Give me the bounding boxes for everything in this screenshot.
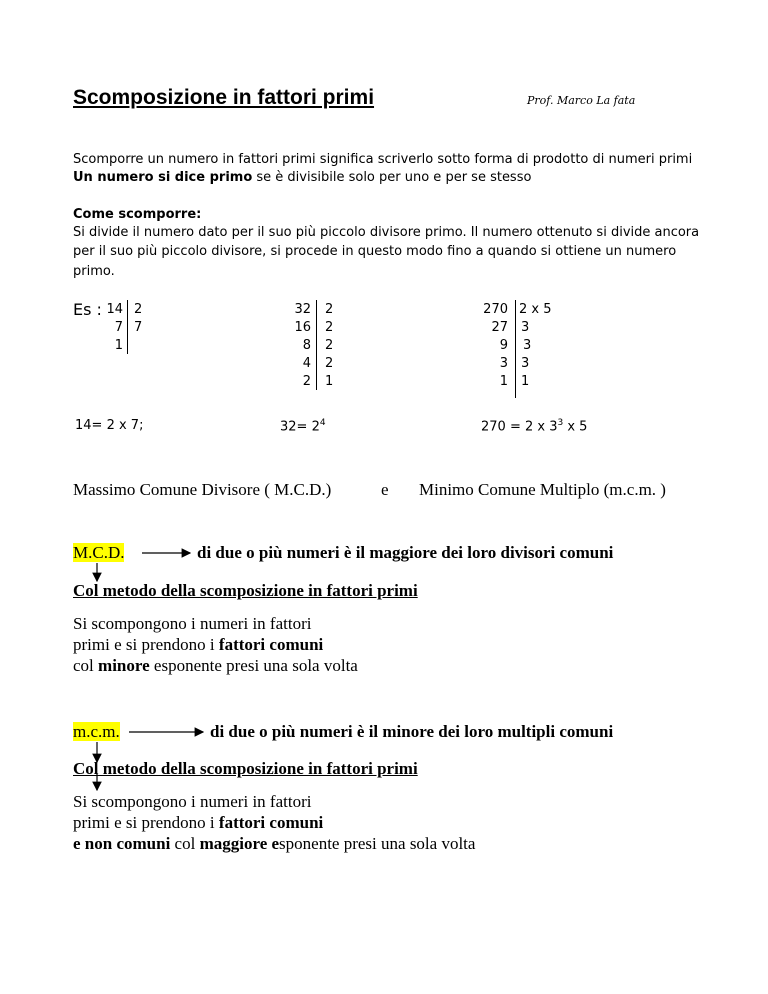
mcd-method-heading: Col metodo della scomposizione in fattori primi [73,581,418,600]
result-14: 14= 2 x 7; [75,418,144,433]
mcd-definition: di due o più numeri è il maggiore dei loro divisori comuni [197,543,614,562]
mcd-lower-word: minore [98,656,150,675]
table-number: 8 [302,338,311,353]
prime-definition-rest: se è divisibile solo per uno e per se stesso [252,170,532,185]
table-number: 4 [302,356,311,371]
section-and: e [381,480,389,499]
mcm-non-common: e non comuni [73,834,171,853]
table-number: 32 [294,302,311,317]
result-270-tail: x 5 [563,419,588,435]
table-divisor: 2 [325,338,334,353]
table-number: 1 [499,374,508,389]
mcm-line-3-e: e [267,834,280,853]
table-divisor: 2 [325,356,334,371]
author: Prof. Marco La fata [527,94,636,107]
mcd-line-3 [73,656,358,676]
page-title: Scomposizione in fattori primi [73,86,375,109]
table-divisor: 2 [134,302,143,317]
result-270-exponent: 3 [557,418,564,428]
table-number: 270 [483,302,508,317]
mcm-definition: di due o più numeri è il minore dei loro multipli comuni [210,722,614,741]
mcm-method-heading: Col metodo della scomposizione in fattori primi [73,759,418,778]
table-divisor: 1 [521,374,530,389]
table-number: 3 [499,356,508,371]
mcm-line-2-text: primi e si prendono i [73,813,219,832]
table-number: 1 [114,338,123,353]
mcm-common-factors: fattori comuni [218,813,324,832]
table-divisor: 2 [325,320,334,335]
mcd-line-1: Si scompongono i numeri in fattori [73,614,312,633]
mcd-line-3-c: esponente presi una sola volta [149,656,358,675]
mcd-label [73,543,124,563]
result-32-base: 32= 2 [280,419,320,435]
mcd-line-3-a: col [73,656,99,675]
table-number: 16 [294,320,311,335]
table-divisor: 2 x 5 [519,302,552,317]
table-number: 9 [499,338,508,353]
table-number: 7 [114,320,123,335]
mcd-label-highlight: M.C.D. [73,543,125,562]
mcm-section-title: Minimo Comune Multiplo (m.c.m. ) [419,480,666,499]
table-number: 27 [491,320,508,335]
how-line-3: primo. [73,264,115,279]
mcm-label [73,722,120,742]
how-line-1: Si divide il numero dato per il suo più piccolo divisore primo. Il numero ottenuto si divide ancora [73,225,700,240]
mcm-line-3 [73,834,475,854]
mcd-line-2 [73,635,323,655]
mcd-line-2-text: primi e si prendono i [73,635,219,654]
mcm-line-1: Si scompongono i numeri in fattori [73,792,312,811]
mcm-line-2 [73,813,323,833]
how-line-2: per il suo più piccolo divisore, si procede in questo modo fino a quando si ottiene un numero [73,244,677,259]
mcm-label-highlight: m.c.m. [73,722,120,741]
result-270-base: 270 = 2 x 3 [481,419,558,435]
intro-line-1: Scomporre un numero in fattori primi significa scriverlo sotto forma di prodotto di numeri primi [73,152,693,167]
table-divisor: 2 [325,302,334,317]
table-divisor: 3 [521,356,530,371]
mcm-line-3-b: col [170,834,200,853]
mcm-line-3-rest: sponente presi una sola volta [279,834,476,853]
table-divisor: 7 [134,320,143,335]
how-heading: Come scomporre: [73,207,202,222]
prime-definition-bold: Un numero si dice primo [73,170,253,185]
mcd-section-title: Massimo Comune Divisore ( M.C.D.) [73,480,332,499]
table-divisor: 1 [325,374,334,389]
table-number: 14 [106,302,123,317]
table-divisor: 3 [523,338,532,353]
table-number: 2 [302,374,311,389]
mcm-greater-word: maggiore [199,834,268,853]
example-label: Es : [73,300,102,319]
mcd-common-factors: fattori comuni [218,635,324,654]
result-32-exponent: 4 [319,418,326,428]
table-divisor: 3 [521,320,530,335]
